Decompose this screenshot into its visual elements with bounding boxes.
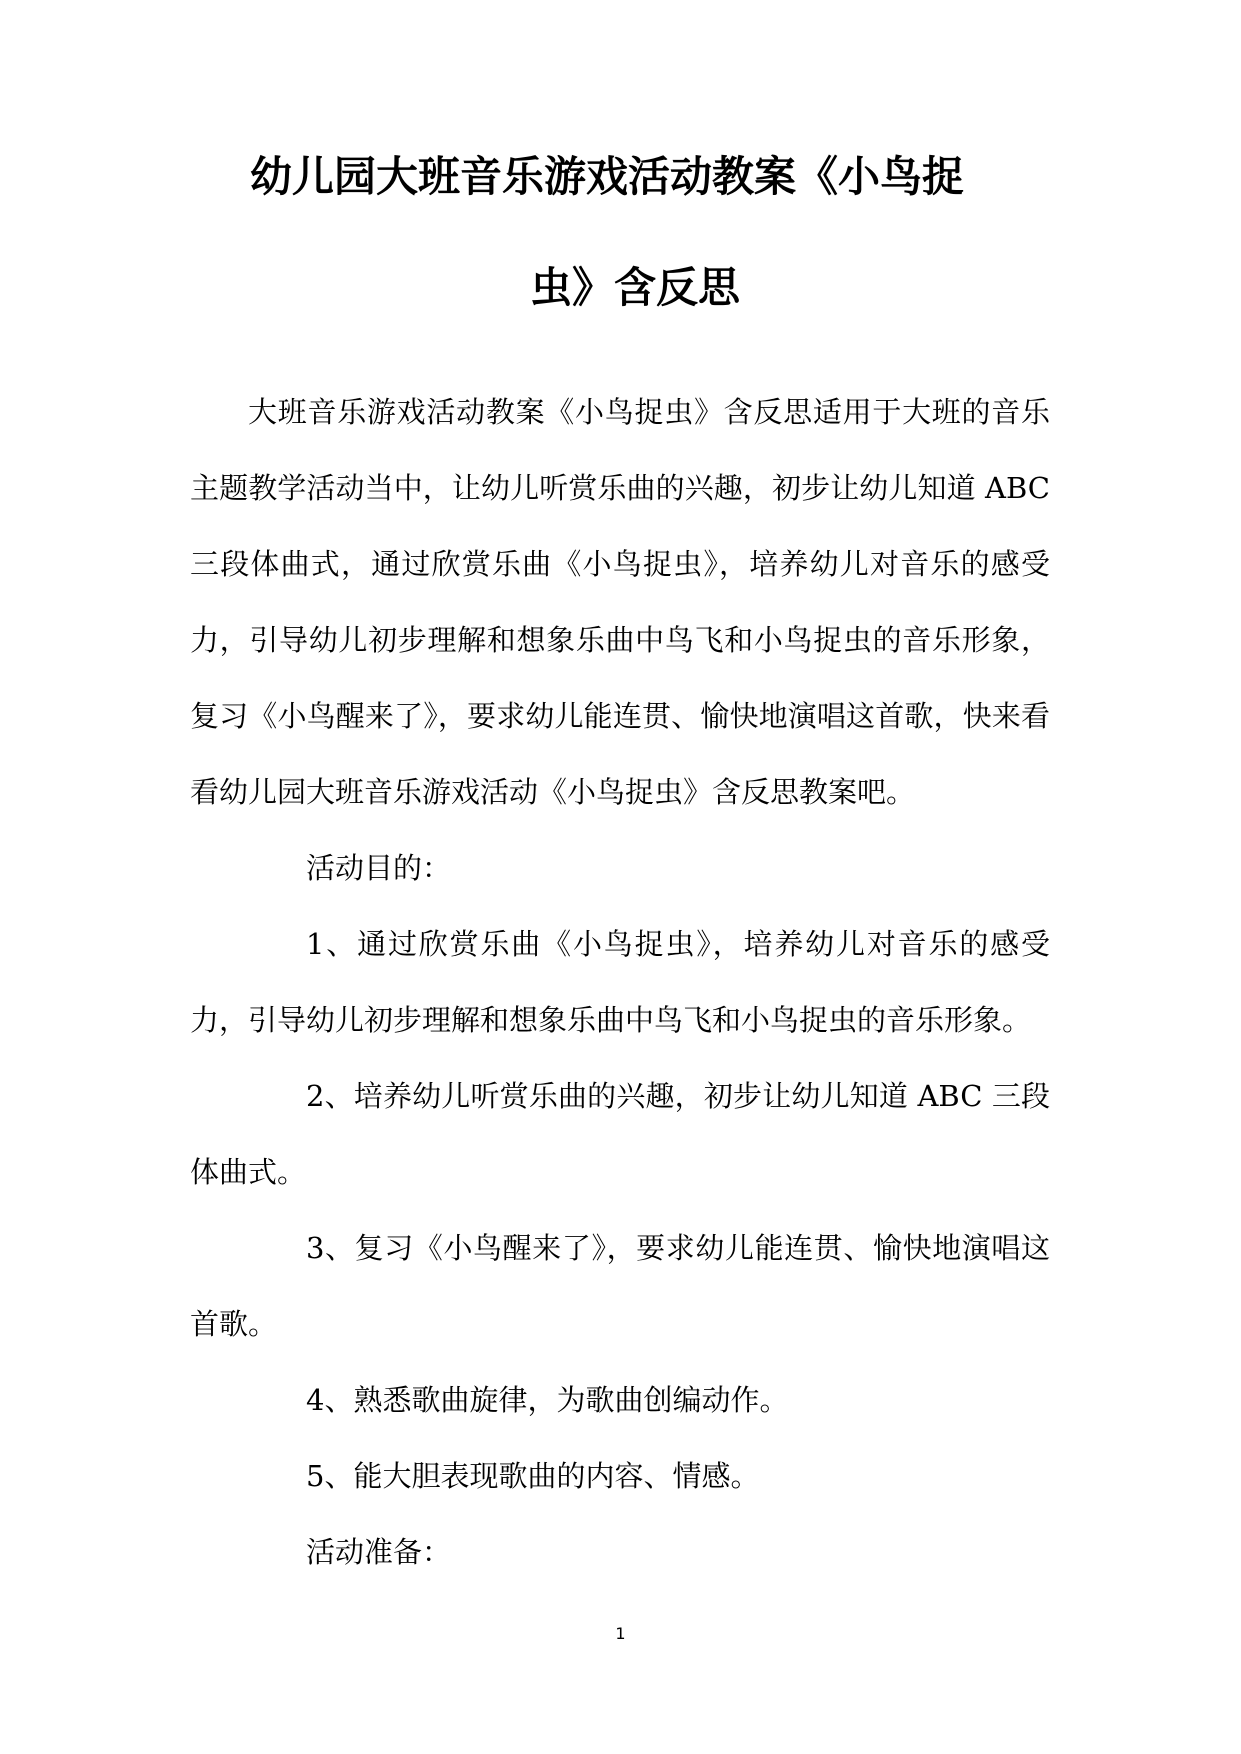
goal-item-1: 1、通过欣赏乐曲《小鸟捉虫》，培养幼儿对音乐的感受力，引导幼儿初步理解和想象乐曲中鸟飞和小鸟捉虫的音乐形象。 <box>190 927 1050 1037</box>
document-title-line-1: 幼儿园大班音乐游戏活动教案《小鸟捉 <box>250 152 965 201</box>
goal-item-2: 2、培养幼儿听赏乐曲的兴趣，初步让幼儿知道 ABC 三段体曲式。 <box>190 1079 1050 1189</box>
document-body <box>190 374 1050 1590</box>
page-number: 1 <box>615 1624 626 1643</box>
goal-item-5: 5、能大胆表现歌曲的内容、情感。 <box>306 1459 760 1493</box>
goal-item-3: 3、复习《小鸟醒来了》，要求幼儿能连贯、愉快地演唱这首歌。 <box>190 1231 1050 1341</box>
goal-item-4: 4、熟悉歌曲旋律，为歌曲创编动作。 <box>306 1383 789 1417</box>
prep-heading: 活动准备： <box>306 1535 452 1569</box>
document-title-line-2: 虫》含反思 <box>529 263 740 312</box>
intro-paragraph: 大班音乐游戏活动教案《小鸟捉虫》含反思适用于大班的音乐主题教学活动当中，让幼儿听赏乐曲的兴趣，初步让幼儿知道 ABC 三段体曲式，通过欣赏乐曲《小鸟捉虫》，培养幼儿对音乐的感受力，引导幼儿初步理解和想象乐曲中鸟飞和小鸟捉虫的音乐形象，复习《小鸟醒来了》，要求幼儿能连贯、愉快地演唱这首歌，快来看看幼儿园大班音乐游戏活动《小鸟捉虫》含反思教案吧。 <box>190 395 1050 809</box>
goals-heading: 活动目的： <box>306 851 452 885</box>
